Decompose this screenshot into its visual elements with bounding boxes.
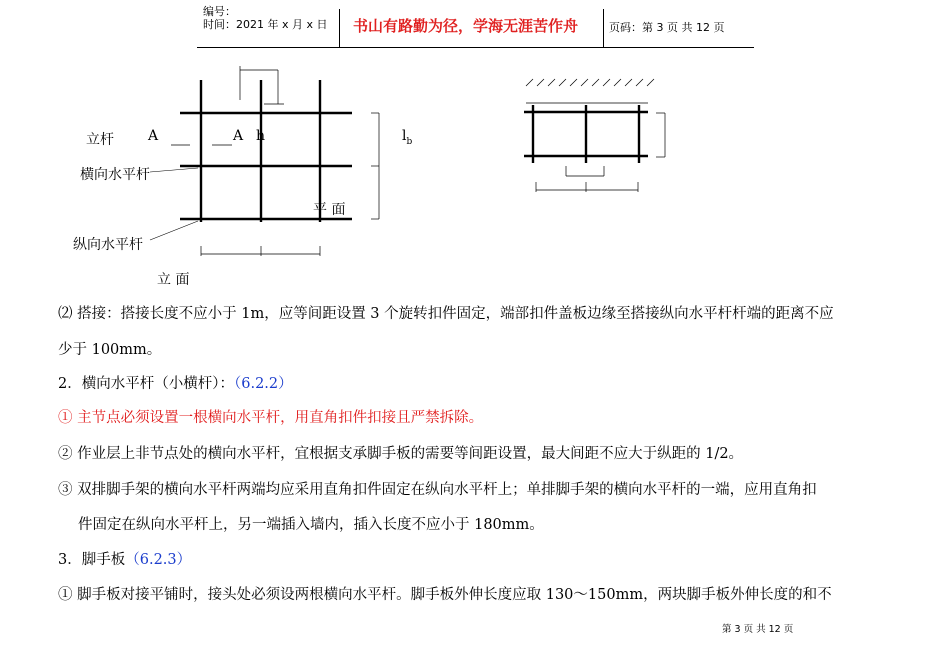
section-heading-board-ref: （6.2.3） [125,552,192,568]
section-heading-transverse-ref: （6.2.2） [233,376,293,392]
header-motto: 书山有路勤为径，学海无涯苦作舟 [353,17,579,35]
section-heading-transverse-text: 2．横向水平杆（小横杆）： [58,376,234,392]
item-double-row-line2: 件固定在纵向水平杆上，另一端插入墙内，插入长度不应小于 180mm。 [78,517,544,533]
label-transverse-bar: 横向水平杆 [80,167,150,183]
header-page-info: 页码：第 3 页 共 12 页 [609,21,725,34]
label-plan: 平 面 [313,202,346,218]
paragraph-lap-joint-line2: 少于 100mm。 [58,342,162,358]
plan-small-bracket [566,166,604,176]
header-time-label: 时间：2021 年 x 月 x 日 [203,18,328,31]
label-h: h [256,128,266,144]
label-elevation: 立 面 [157,272,190,288]
plan-right-dimension [656,113,665,157]
wall-hatching [526,79,654,86]
label-pole: 立杆 [86,132,114,148]
header-number-label: 编号： [203,5,236,18]
section-heading-board-text: 3．脚手板 [58,552,126,568]
label-a-left: A [148,128,159,144]
section-heading-transverse [58,374,293,394]
item-double-row-line1: ③ 双排脚手架的横向水平杆两端均应采用直角扣件固定在纵向水平杆上；单排脚手架的横向水平杆的一端，应用直角扣 [58,482,817,498]
elevation-grid [150,66,379,256]
label-longitudinal-bar: 纵向水平杆 [73,237,143,253]
page-footer: 第 3 页 共 12 页 [722,624,794,635]
item-main-node: ① 主节点必须设置一根横向水平杆，用直角扣件扣接且严禁拆除。 [58,410,484,426]
label-lb: $l_b$ [402,128,413,147]
plan-diagram [524,79,665,192]
item-non-node: ② 作业层上非节点处的横向水平杆，宜根据支承脚手板的需要等间距设置，最大间距不应大于纵距的 1/2。 [58,446,744,462]
section-heading-scaffold-board [58,550,191,570]
plan-bottom-dimension [536,182,638,192]
scaffold-diagram [0,0,950,300]
bottom-dimension [201,246,320,256]
label-a-right: A [233,128,244,144]
right-dimension [371,113,379,219]
leader-lines [150,168,198,240]
paragraph-lap-joint-line1: ⑵ 搭接：搭接长度不应小于 1m，应等间距设置 3 个旋转扣件固定，端部扣件盖板边缘至搭接纵向水平杆杆端的距离不应 [58,306,834,322]
item-board-joint-line1: ① 脚手板对接平铺时，接头处必须设两根横向水平杆。脚手板外伸长度应取 130～150mm，两块脚手板外伸长度的和不 [58,587,832,603]
